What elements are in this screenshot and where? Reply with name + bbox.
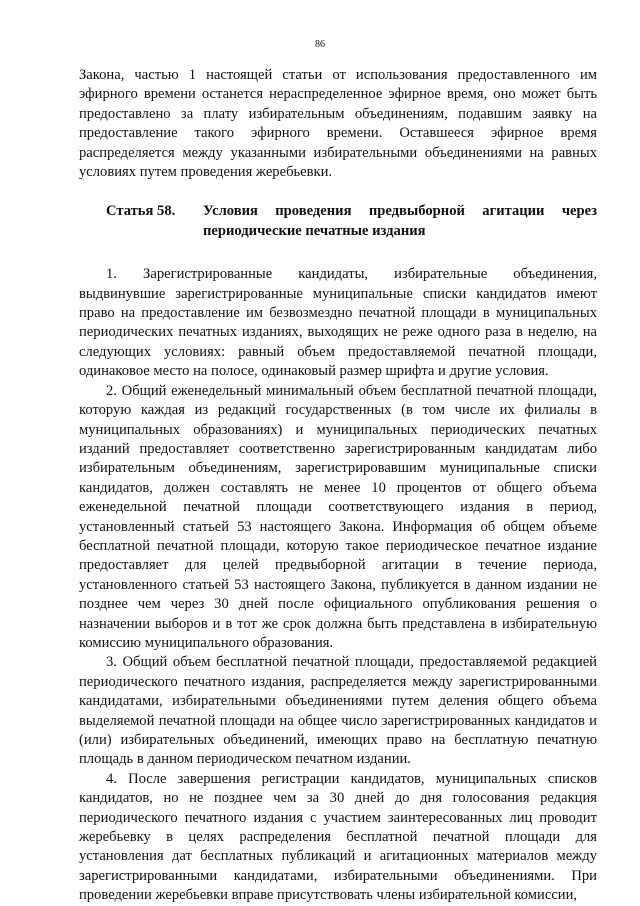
article-title: Условия проведения предвыборной агитации через периодические печатные издания: [203, 203, 597, 239]
paragraph-1: 1. Зарегистрированные кандидаты, избирательные объединения, выдвинувшие зарегистрированные муниципальные списки кандидатов имеют право на предоставление им безвозмездно печатной площади в муниципальных периодических печатных изданиях, выходящих не реже одного раза в неделю, на следующих условиях: равный объем предоставляемой печатной площади, одинаковое место на полосе, одинаковый размер шрифта и другие условия.: [79, 266, 597, 380]
article-number: Статья 58.: [106, 203, 176, 220]
document-body: [79, 66, 597, 906]
paragraph-4: 4. После завершения регистрации кандидатов, муниципальных списков кандидатов, но не позднее чем за 30 дней до дня голосования редакция периодического печатного издания с участием заинтересованных лиц проводит жеребьевку в целях распределения бесплатной печатной площади для установления дат бесплатных публикаций и агитационных материалов между зарегистрированными кандидатами, избирательными объединениями. При проведении жеребьевки вправе присутствовать члены избирательной комиссии,: [79, 770, 597, 904]
intro-paragraph: Закона, частью 1 настоящей статьи от использования предоставленного им эфирного времени останется нераспределенное эфирное время, оно может быть предоставлено за плату избирательным объединениям, подавшим заявку на предоставление такого эфирного времени. Оставшееся эфирное время распределяется между указанными избирательными объединениями на равных условиях путем проведения жеребьевки.: [79, 67, 597, 181]
paragraph-3: 3. Общий объем бесплатной печатной площади, предоставляемой редакцией периодического печатного издания, распределяется между зарегистрированными кандидатами, избирательными объединениями путем деления общего объема выделяемой печатной площади на общее число зарегистрированных кандидатов и (или) избирательных объединений, имеющих право на бесплатную печатную площадь в данном периодическом печатном издании.: [79, 654, 597, 768]
article-heading: [79, 202, 597, 241]
paragraph-2: 2. Общий еженедельный минимальный объем бесплатной печатной площади, которую каждая из редакций государственных (в том числе их филиалы в муниципальных образованиях) и муниципальных периодических печатных изданий предоставляет соответственно зарегистрированным кандидатам либо избирательным объединениям, зарегистрировавшим муниципальные списки кандидатов, должен составлять не менее 10 процентов от общего объема еженедельной печатной площади соответствующего издания в период, установленный статьей 53 настоящего Закона. Информация об общем объеме бесплатной печатной площади, которую такое периодическое печатное издание предоставляет для целей предвыборной агитации в течение периода, установленного статьей 53 настоящего Закона, публикуется в данном издании не позднее чем через 30 дней после официального опубликования решения о назначении выборов и в тот же срок должна быть представлена в избирательную комиссию муниципального образования.: [79, 382, 597, 651]
page-number: 86: [315, 39, 325, 50]
